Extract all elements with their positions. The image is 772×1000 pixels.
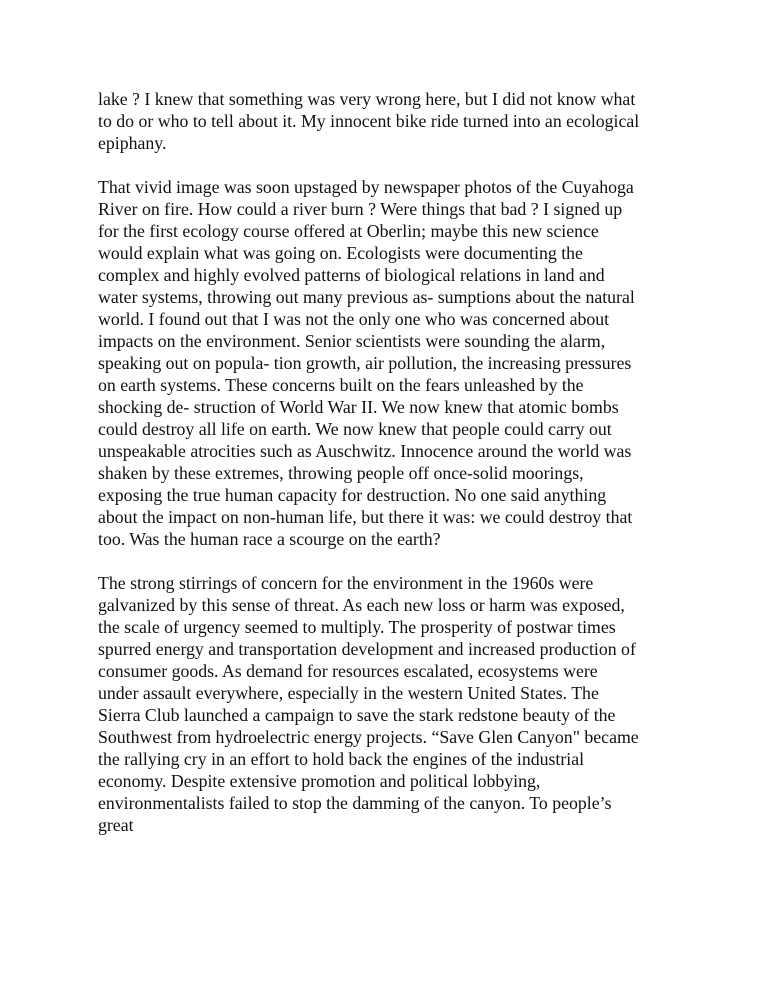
text-line: unspeakable atrocities such as Auschwitz. Innocence around the world was [98, 441, 632, 461]
text-line: to do or who to tell about it. My innocent bike ride turned into an ecological [98, 111, 640, 131]
text-line: River on fire. How could a river burn ? Were things that bad ? I signed up [98, 199, 623, 219]
text-line: the scale of urgency seemed to multiply. The prosperity of postwar times [98, 617, 616, 637]
text-line: would explain what was going on. Ecologists were documenting the [98, 243, 583, 263]
text-line: consumer goods. As demand for resources escalated, ecosystems were [98, 661, 598, 681]
text-line: galvanized by this sense of threat. As each new loss or harm was exposed, [98, 595, 625, 615]
paragraph [98, 572, 688, 836]
text-line: Southwest from hydroelectric energy projects. “Save Glen Canyon" became [98, 727, 639, 747]
text-line: world. I found out that I was not the only one who was concerned about [98, 309, 610, 329]
text-line: impacts on the environment. Senior scientists were sounding the alarm, [98, 331, 606, 351]
text-line: could destroy all life on earth. We now knew that people could carry out [98, 419, 612, 439]
text-line: epiphany. [98, 133, 167, 153]
text-line: complex and highly evolved patterns of biological relations in land and [98, 265, 605, 285]
text-line: environmentalists failed to stop the damming of the canyon. To people’s [98, 793, 612, 813]
body-text [98, 88, 688, 858]
text-line: speaking out on popula- tion growth, air pollution, the increasing pressures [98, 353, 632, 373]
text-line: water systems, throwing out many previous as- sumptions about the natural [98, 287, 635, 307]
text-line: great [98, 815, 134, 835]
text-line: economy. Despite extensive promotion and political lobbying, [98, 771, 541, 791]
text-line: under assault everywhere, especially in the western United States. The [98, 683, 599, 703]
paragraph [98, 176, 688, 550]
text-line: spurred energy and transportation development and increased production of [98, 639, 636, 659]
text-line: exposing the true human capacity for destruction. No one said anything [98, 485, 607, 505]
text-line: The strong stirrings of concern for the environment in the 1960s were [98, 573, 594, 593]
text-line: too. Was the human race a scourge on the earth? [98, 529, 441, 549]
text-line: about the impact on non-human life, but there it was: we could destroy that [98, 507, 633, 527]
paragraph [98, 88, 688, 154]
text-line: shocking de- struction of World War II. We now knew that atomic bombs [98, 397, 619, 417]
text-line: lake ? I knew that something was very wrong here, but I did not know what [98, 89, 636, 109]
text-line: shaken by these extremes, throwing people off once-solid moorings, [98, 463, 584, 483]
text-line: on earth systems. These concerns built on the fears unleashed by the [98, 375, 584, 395]
text-line: for the first ecology course offered at Oberlin; maybe this new science [98, 221, 599, 241]
text-line: That vivid image was soon upstaged by newspaper photos of the Cuyahoga [98, 177, 634, 197]
text-line: Sierra Club launched a campaign to save the stark redstone beauty of the [98, 705, 616, 725]
text-line: the rallying cry in an effort to hold back the engines of the industrial [98, 749, 585, 769]
